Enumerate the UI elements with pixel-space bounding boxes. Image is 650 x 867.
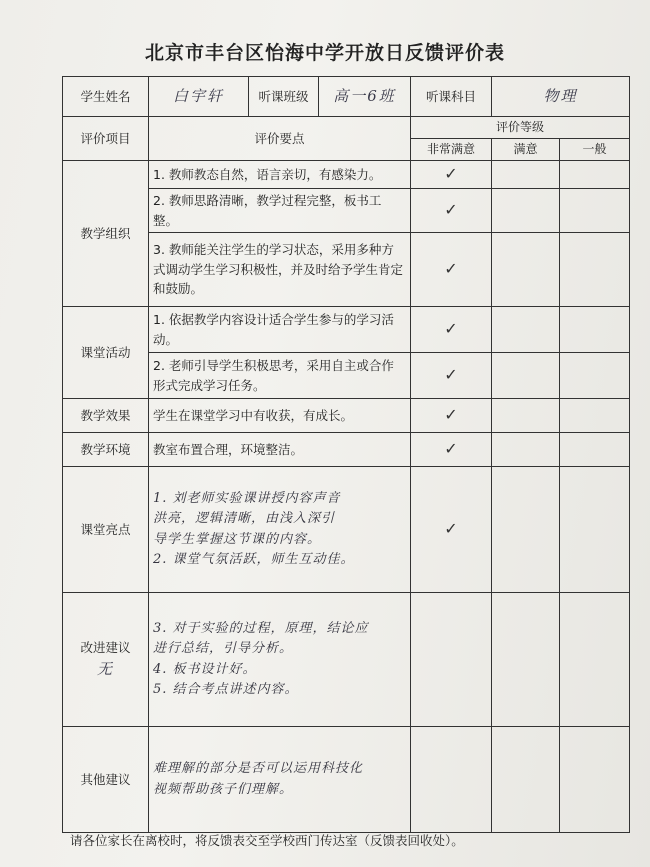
class-activity-label: 课堂活动 [63, 307, 149, 399]
checkmark-icon: ✓ [411, 307, 492, 353]
empty-cell [492, 399, 560, 433]
header-row [63, 77, 630, 117]
column-header-row [63, 117, 630, 139]
empty-cell [492, 433, 560, 467]
suggestions-extra: 无 [96, 659, 114, 678]
checkmark-icon: ✓ [411, 433, 492, 467]
highlights-line: 2. 课堂气氛活跃，师生互动佳。 [153, 551, 355, 567]
environment-point: 教室布置合理，环境整洁。 [149, 433, 411, 467]
checkmark-icon: ✓ [411, 399, 492, 433]
empty-cell [492, 233, 560, 307]
class-activity-point-1: 1. 依据教学内容设计适合学生参与的学习活动。 [149, 307, 411, 353]
table-row [63, 433, 630, 467]
table-row [63, 593, 630, 727]
points-header: 评价要点 [149, 117, 411, 161]
other-line: 视频帮助孩子们理解。 [153, 781, 294, 797]
checkmark-icon: ✓ [411, 467, 492, 593]
suggestions-line: 进行总结，引导分析。 [153, 641, 294, 657]
other-text [149, 727, 411, 833]
subject-label: 听课科目 [411, 77, 492, 117]
very-satisfied-header: 非常满意 [411, 139, 492, 161]
student-name-label: 学生姓名 [63, 77, 149, 117]
other-line: 难理解的部分是否可以运用科技化 [153, 761, 364, 777]
effect-label: 教学效果 [63, 399, 149, 433]
empty-cell [492, 161, 560, 189]
empty-cell [492, 467, 560, 593]
table-row [63, 727, 630, 833]
highlights-line: 导学生掌握这节课的内容。 [153, 531, 322, 547]
student-name-value: 白宇轩 [149, 77, 249, 117]
highlights-label: 课堂亮点 [63, 467, 149, 593]
checkmark-icon: ✓ [411, 161, 492, 189]
teaching-org-label: 教学组织 [63, 161, 149, 307]
grade-header: 评价等级 [411, 117, 630, 139]
table-row [63, 233, 630, 307]
environment-label: 教学环境 [63, 433, 149, 467]
footer-note: 请各位家长在离校时，将反馈表交至学校西门传达室（反馈表回收处）。 [70, 833, 464, 848]
table-row [63, 307, 630, 353]
teaching-org-point-3: 3. 教师能关注学生的学习状态，采用多种方式调动学生学习积极性，并及时给予学生肯定和鼓励。 [149, 233, 411, 307]
table-row [63, 189, 630, 233]
empty-cell [560, 593, 630, 727]
satisfied-header: 满意 [492, 139, 560, 161]
empty-cell [411, 593, 492, 727]
suggestions-line: 5. 结合考点讲述内容。 [153, 681, 299, 697]
form-title: 北京市丰台区怡海中学开放日反馈评价表 [144, 42, 505, 64]
suggestions-label-cell [63, 593, 149, 727]
empty-cell [560, 467, 630, 593]
empty-cell [560, 399, 630, 433]
empty-cell [492, 307, 560, 353]
suggestions-line: 4. 板书设计好。 [153, 661, 257, 677]
empty-cell [492, 727, 560, 833]
teaching-org-point-2: 2. 教师思路清晰，教学过程完整，板书工整。 [149, 189, 411, 233]
empty-cell [492, 593, 560, 727]
empty-cell [560, 307, 630, 353]
empty-cell [560, 727, 630, 833]
subject-value: 物理 [492, 77, 630, 117]
teaching-org-point-1: 1. 教师教态自然，语言亲切，有感染力。 [149, 161, 411, 189]
table-row [63, 353, 630, 399]
class-label: 听课班级 [249, 77, 319, 117]
empty-cell [411, 727, 492, 833]
checkmark-icon: ✓ [411, 353, 492, 399]
empty-cell [492, 353, 560, 399]
empty-cell [560, 233, 630, 307]
class-value: 高一6班 [319, 77, 411, 117]
average-header: 一般 [560, 139, 630, 161]
highlights-line: 1. 刘老师实验课讲授内容声音 [153, 491, 341, 507]
table-row [63, 399, 630, 433]
empty-cell [560, 353, 630, 399]
checkmark-icon: ✓ [411, 189, 492, 233]
suggestions-line: 3. 对于实验的过程，原理，结论应 [153, 621, 369, 637]
highlights-line: 洪亮，逻辑清晰，由浅入深引 [153, 511, 336, 527]
feedback-table [62, 76, 630, 833]
checkmark-icon: ✓ [411, 233, 492, 307]
other-label: 其他建议 [63, 727, 149, 833]
effect-point: 学生在课堂学习中有收获，有成长。 [149, 399, 411, 433]
table-row [63, 161, 630, 189]
highlights-text [149, 467, 411, 593]
class-activity-point-2: 2. 老师引导学生积极思考，采用自主或合作形式完成学习任务。 [149, 353, 411, 399]
empty-cell [492, 189, 560, 233]
table-row [63, 467, 630, 593]
empty-cell [560, 161, 630, 189]
empty-cell [560, 189, 630, 233]
suggestions-text [149, 593, 411, 727]
empty-cell [560, 433, 630, 467]
item-header: 评价项目 [63, 117, 149, 161]
suggestions-label: 改进建议 [80, 640, 131, 656]
